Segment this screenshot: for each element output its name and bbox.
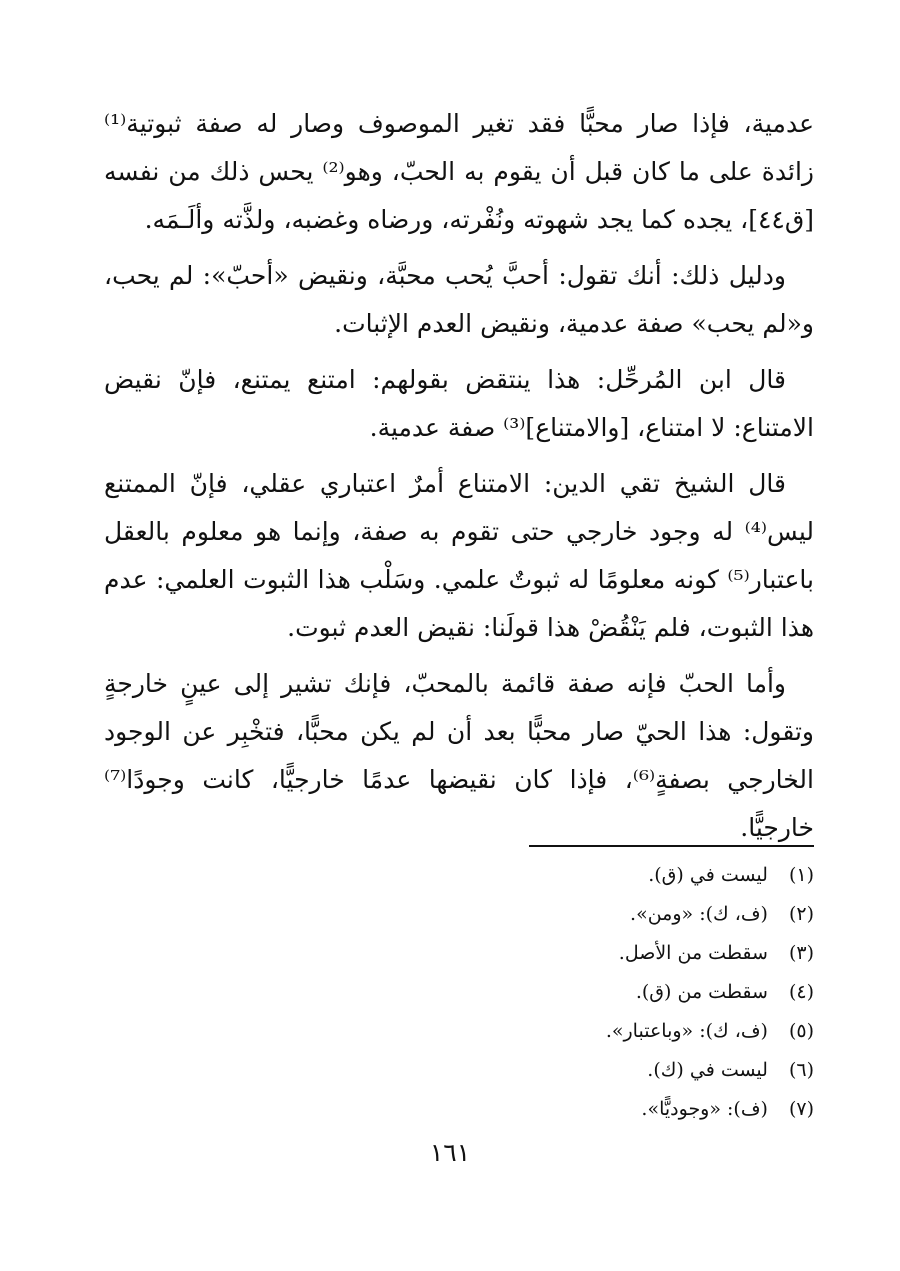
footnote-text: سقطت من الأصل. [618,942,768,964]
footnote-text: (ف، ك): «وباعتبار». [605,1020,768,1042]
footnote-number: (٣) [788,942,814,964]
paragraph-1: عدمية، فإذا صار محبًّا فقد تغير الموصوف وصار له صفة ثبوتية⁽¹⁾ زائدة على ما كان قبل أن يقوم به الحبّ، وهو⁽²⁾ يحس ذلك من نفسه [ق٤٤]، يجده كما يجد شهوته ونُفْرته، ورضاه وغضبه، ولذَّته وألَـمَه. [104,109,814,234]
footnote-5 [394,1012,814,1051]
footnote-text: (ف): «وجوديًّا». [641,1098,768,1120]
paragraph-2: ودليل ذلك: أنك تقول: أحبَّ يُحب محبَّة، ونقيض «أحبّ»: لم يحب، و«لم يحب» صفة عدمية، ونقيض العدم الإثبات. [104,261,814,338]
footnote-6 [394,1051,814,1090]
paragraph-3: قال ابن المُرحِّل: هذا ينتقض بقولهم: امتنع يمتنع، فإنّ نقيض الامتناع: لا امتناع، [والامتناع]⁽³⁾ صفة عدمية. [104,365,814,442]
footnote-4 [394,973,814,1012]
main-text [104,100,814,860]
footnote-number: (٦) [788,1059,814,1081]
page-number: ١٦١ [429,1138,471,1167]
footnote-text: ليست في (ك). [647,1059,768,1081]
footnote-divider [529,845,814,847]
footnote-number: (٧) [788,1098,814,1120]
footnote-number: (٢) [788,903,814,925]
footnote-7 [394,1090,814,1129]
footnotes [394,856,814,1129]
footnote-text: (ف، ك): «ومن». [630,903,768,925]
footnote-number: (٥) [788,1020,814,1042]
paragraph-5: وأما الحبّ فإنه صفة قائمة بالمحبّ، فإنك تشير إلى عينٍ خارجةٍ وتقول: هذا الحيّ صار محبًّا بعد أن لم يكن محبًّا، فتخْبِر عن الوجود الخارجي بصفةٍ⁽⁶⁾، فإذا كان نقيضها عدمًا خارجيًّا، كانت وجودًا⁽⁷⁾ خارجيًّا. [104,669,814,842]
paragraph-4: قال الشيخ تقي الدين: الامتناع أمرٌ اعتباري عقلي، فإنّ الممتنع ليس⁽⁴⁾ له وجود خارجي حتى تقوم به صفة، وإنما هو معلوم بالعقل باعتبار⁽⁵⁾ كونه معلومًا له ثبوتٌ علمي. وسَلْب هذا الثبوت العلمي: عدم هذا الثبوت، فلم يَنْقُضْ هذا قولَنا: نقيض العدم ثبوت. [104,469,814,642]
footnote-2 [394,895,814,934]
footnote-3 [394,934,814,973]
footnote-number: (١) [788,864,814,886]
footnote-1 [394,856,814,895]
footnote-number: (٤) [788,981,814,1003]
footnote-text: ليست في (ق). [648,864,768,886]
footnote-text: سقطت من (ق). [635,981,768,1003]
